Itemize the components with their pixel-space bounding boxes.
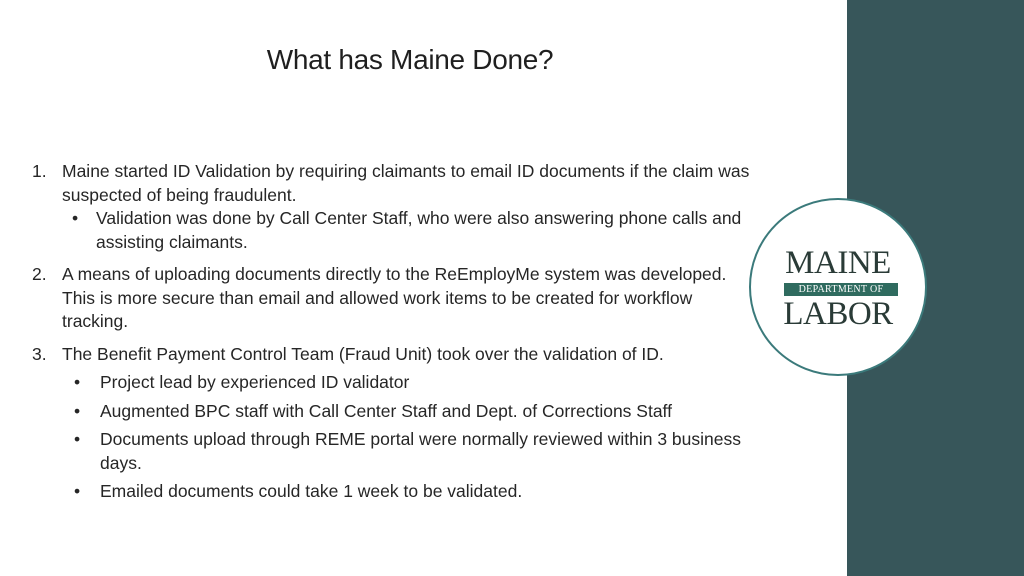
list-item-3 [32,343,752,504]
sub-item-text: Emailed documents could take 1 week to be validated. [100,481,523,501]
maine-dol-logo [749,198,927,376]
item-number: 3. [32,343,47,364]
sub-item [62,207,752,254]
sub-item-text: Documents upload through REME portal were normally reviewed within 3 business days. [100,429,742,473]
bullet-icon: • [74,372,81,392]
sub-item [62,480,752,504]
sub-item [62,371,752,395]
logo-text-maine: MAINE [785,245,891,281]
bullet-icon: • [74,481,81,501]
item-text: Maine started ID Validation by requiring claimants to email ID documents if the claim was suspected of being fraudulent. [62,161,750,205]
bullet-icon: • [74,400,81,421]
item-number: 1. [32,161,47,181]
list-item-2 [32,263,752,334]
sub-item-text: Augmented BPC staff with Call Center Staff and Dept. of Corrections Staff [100,400,672,421]
slide-content [32,160,752,513]
logo-text-department: DEPARTMENT OF [784,283,898,296]
sub-item [62,400,752,424]
item-number: 2. [32,264,47,284]
item-text: A means of uploading documents directly to the ReEmployMe system was developed. This is more secure than email and allowed work items to be created for workflow tracking. [62,264,727,331]
sub-item-text: Project lead by experienced ID validator [100,372,410,392]
sub-item [62,428,752,475]
bullet-icon: • [74,429,81,449]
bullet-icon: • [72,208,79,228]
logo-text-labor: LABOR [783,296,893,332]
slide-title: What has Maine Done? [266,44,554,75]
list-item-1 [32,160,752,254]
sub-item-text: Validation was done by Call Center Staff, who were also answering phone calls and assisting claimants. [96,208,742,252]
item-text: The Benefit Payment Control Team (Fraud Unit) took over the validation of ID. [62,343,664,364]
